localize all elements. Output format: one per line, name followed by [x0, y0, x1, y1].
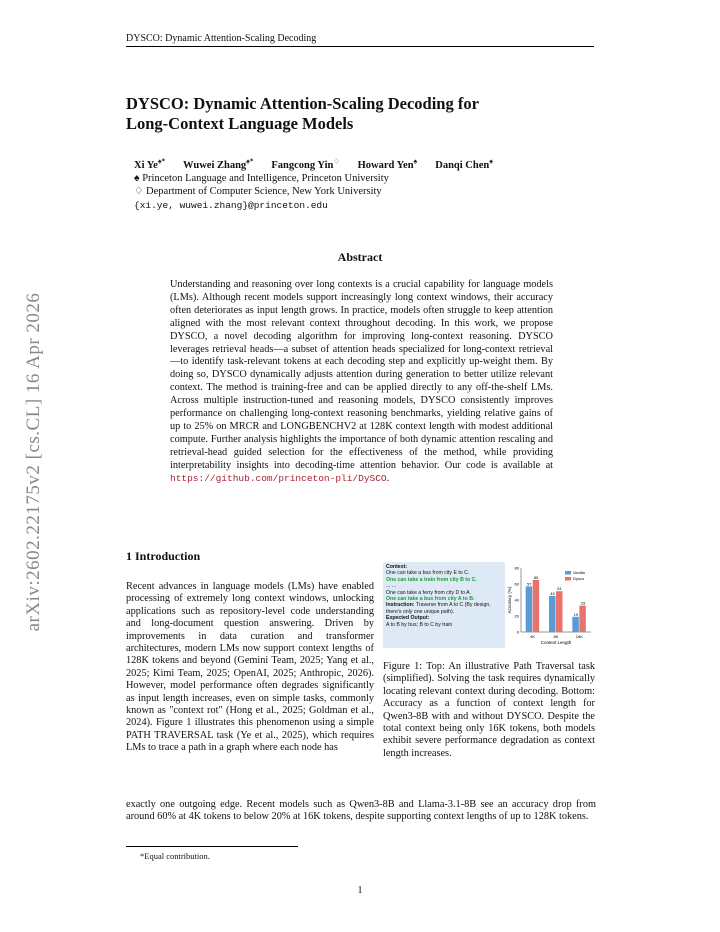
author-mark: ♢ [333, 157, 340, 165]
affiliation-nyu: ♢ Department of Computer Science, New York University [134, 186, 382, 197]
intro-column: Recent advances in language models (LMs) have enabled processing of extremely long context windows, unlocking applications such as repository-level code understanding and long-document question answering. Driven by improvements in data curation and transformer architectures, modern LMs now support context lengths of 128K tokens and beyond (Gemini Team, 2025; Yang et al., 2025; Kimi Team, 2025; OpenAI, 2025; Anthropic, 2026). However, model performance often degrades significantly as input length increases, even on simple tasks, commonly known as "context rot" (Hong et al., 2025; Goldman et al., 2024). Figure 1 illustrates this phenomenon using a simple PATH TRAVERSAL task (Ye et al., 2025), which requires LMs to trace a path in a graph where each node has [126, 581, 374, 754]
x-axis-label: Context Length [540, 640, 572, 645]
y-axis-label: Accuracy (%) [507, 586, 512, 614]
bar-value-label: 33 [580, 600, 586, 606]
y-tick-label: 80 [514, 565, 519, 571]
section-heading: 1 Introduction [126, 549, 201, 563]
author-emails: {xi.ye, wuwei.zhang}@princeton.edu [134, 200, 328, 211]
footnote: *Equal contribution. [140, 851, 210, 861]
footnote-rule [126, 846, 298, 847]
figure-caption: Figure 1: Top: An illustrative Path Traversal task (simplified). Solving the task requires dynamically locating relevant context during decoding. Bottom: Accuracy as a function of context length for Qwen3-8B with and without DYSCO. Despite the total context being only 16K tokens, both models exhibit severe performance degradation as context length increases. [383, 661, 595, 759]
legend-swatch [565, 571, 571, 575]
y-tick-label: 0 [516, 629, 519, 635]
author-mark: ♠ [413, 157, 418, 165]
author-name: Wuwei Zhang♠* [183, 157, 254, 171]
abstract-body: Understanding and reasoning over long contexts is a crucial capability for language models (LMs). Although recent models support increasingly long context windows, their accuracy often deteriorates as input length grows. In practice, models often struggle to keep attention aligned with the most relevant context throughout decoding. In this work, we propose DYSCO, a novel decoding algorithm for improving long-context reasoning. DYSCO leverages retrieval heads—a subset of attention heads specialized for long-context retrieval—to identify task-relevant tokens at each decoding step and explicitly up-weight them. By doing so, DYSCO dynamically adjusts attention during generation to better utilize relevant context. The method is training-free and can be applied directly to any off-the-shelf LMs. Across multiple instruction-tuned and reasoning models, DYSCO consistently improves performance on challenging long-context reasoning benchmarks, yielding relative gains of up to 25% on MRCR and LONGBENCHV2 at 128K context length with modest additional compute. Further analysis highlights the importance of both dynamic attention rescaling and retrieval-head guided selection for the effectiveness of the method, while providing interpretability insights into decoding-time attention behavior. Our code is available at https://github.com/princeton-pli/DySCO. [170, 279, 553, 484]
x-tick-label: 16K [575, 634, 583, 639]
bar [579, 606, 586, 632]
affiliation-princeton: ♠ Princeton Language and Intelligence, Princeton University [134, 173, 389, 184]
bar [533, 580, 540, 632]
author-mark: ♠* [246, 157, 254, 165]
y-tick-label: 40 [514, 597, 519, 603]
author-name: Xi Ye♠* [134, 157, 166, 171]
bar-value-label: 45 [550, 591, 555, 596]
author-mark: ♠* [157, 157, 166, 165]
bar [526, 586, 533, 632]
author-name: Fangcong Yin♢ [271, 157, 340, 171]
bar-value-label: 19 [573, 611, 579, 617]
code-link[interactable]: https://github.com/princeton-pli/DySCO [170, 472, 387, 484]
header-rule [126, 46, 594, 47]
bar [572, 617, 579, 632]
page-number: 1 [357, 885, 363, 896]
author-list [134, 156, 511, 171]
bar-value-label: 65 [533, 575, 539, 580]
bar-value-label: 51 [557, 586, 562, 592]
x-tick-label: 8K [553, 634, 559, 639]
figure-context-box: Context: One can take a bus from city E to C. One can take a train from city B to C. ... ... One can take a ferry from city D to A. One can take a bus from city A to B. Instruction: Traverse from A to C (By design, there's only one unique path). Expected Output: A to B by bus; B to C by train [383, 562, 505, 648]
accuracy-chart [505, 562, 597, 652]
y-tick-label: 60 [514, 581, 519, 587]
legend-swatch [565, 577, 571, 581]
abstract-heading: Abstract [337, 250, 383, 264]
bar [556, 591, 563, 632]
author-name: Danqi Chen♠ [435, 157, 493, 171]
running-header: DYSCO: Dynamic Attention-Scaling Decoding [126, 33, 317, 44]
paper-title: DYSCO: Dynamic Attention-Scaling Decoding for Long-Context Language Models [126, 94, 479, 133]
author-name: Howard Yen♠ [357, 157, 418, 171]
bar-value-label: 57 [526, 581, 532, 587]
intro-full-width: exactly one outgoing edge. Recent models such as Qwen3-8B and Llama-3.1-8B see an accuracy drop from around 60% at 4K tokens to below 20% at 16K tokens, despite supporting context lengths of up to 128K tokens. [126, 799, 596, 823]
author-mark: ♠ [489, 157, 493, 165]
arxiv-stamp: arXiv:2602.22175v2 [cs.CL] 16 Apr 2026 [23, 292, 44, 632]
x-tick-label: 4K [530, 634, 536, 639]
legend-label: Dysco [573, 576, 585, 581]
bar [549, 596, 556, 632]
legend-label: Vanilla [573, 570, 585, 575]
y-tick-label: 20 [514, 613, 519, 619]
